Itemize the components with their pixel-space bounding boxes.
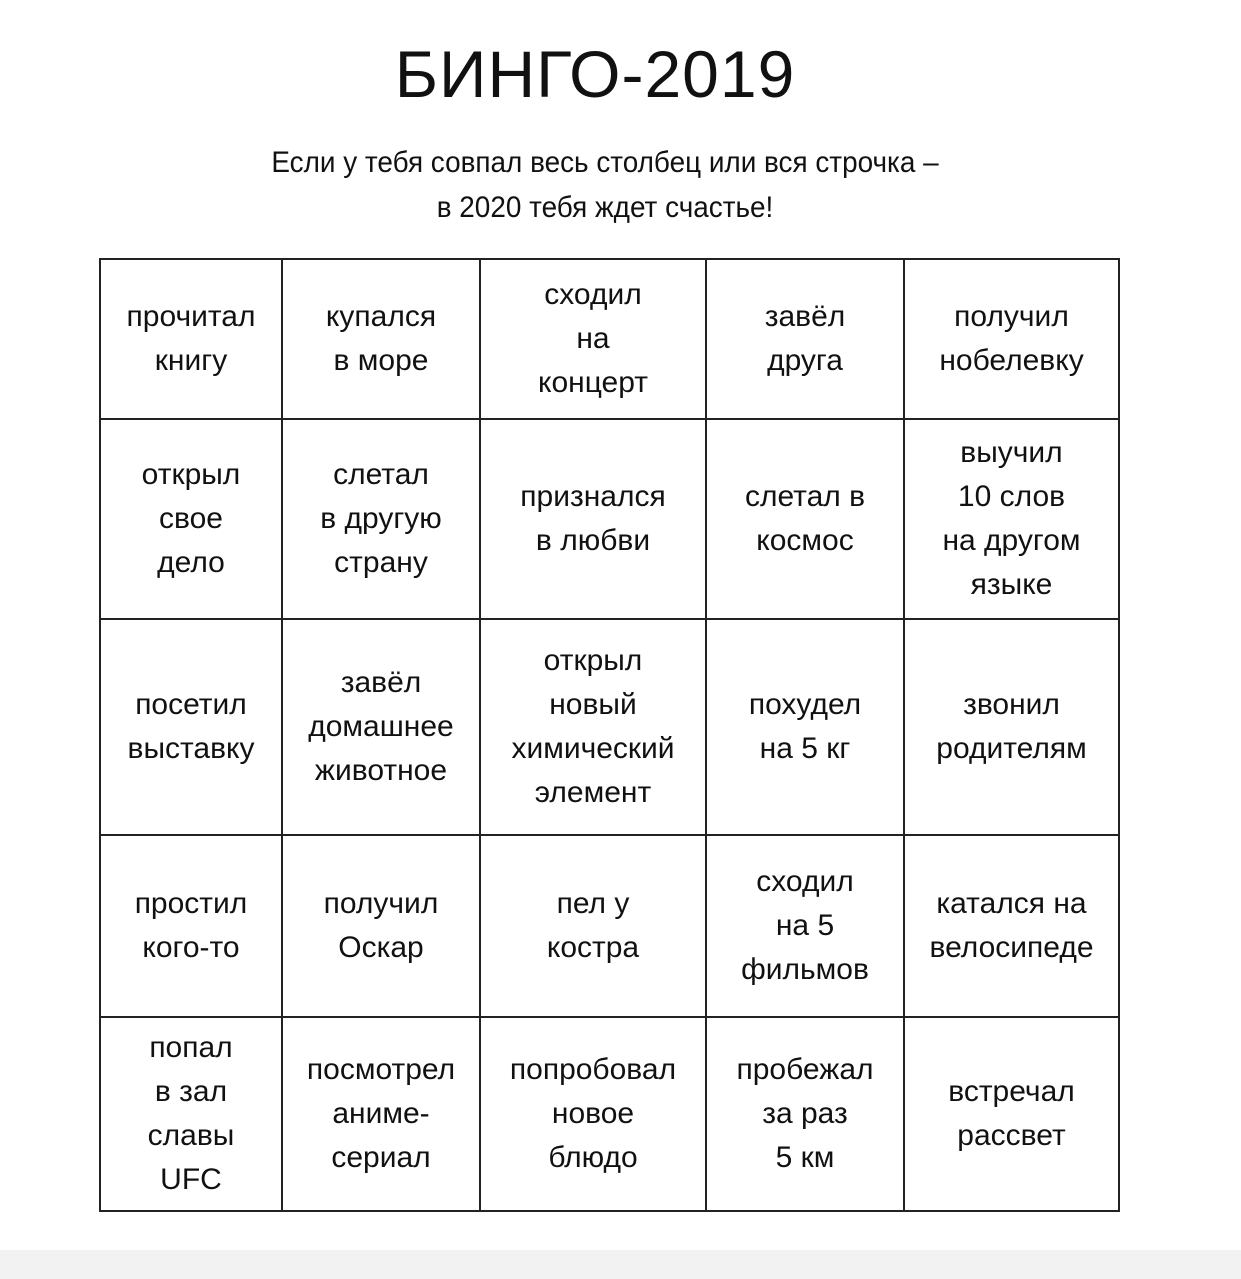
bingo-cell: завёл домашнее животное	[282, 619, 480, 835]
bingo-cell: получил нобелевку	[904, 259, 1119, 419]
bingo-row-3	[100, 619, 1119, 835]
bingo-cell: открыл свое дело	[100, 419, 282, 619]
bingo-cell: завёл друга	[706, 259, 904, 419]
bingo-cell: простил кого-то	[100, 835, 282, 1017]
bingo-cell: пробежал за раз 5 км	[706, 1017, 904, 1211]
bingo-cell: сходил на 5 фильмов	[706, 835, 904, 1017]
bingo-cell: открыл новый химический элемент	[480, 619, 706, 835]
subtitle	[42, 140, 1167, 230]
bingo-row-2	[100, 419, 1119, 619]
bingo-row-5	[100, 1017, 1119, 1211]
page-title: БИНГО-2019	[394, 37, 796, 111]
bingo-cell: встречал рассвет	[904, 1017, 1119, 1211]
bingo-cell: посетил выставку	[100, 619, 282, 835]
bingo-cell: пел у костра	[480, 835, 706, 1017]
bingo-cell: попал в зал славы UFC	[100, 1017, 282, 1211]
bingo-cell: сходил на концерт	[480, 259, 706, 419]
bingo-cell: посмотрел аниме- сериал	[282, 1017, 480, 1211]
bingo-row-1	[100, 259, 1119, 419]
bingo-cell: выучил 10 слов на другом языке	[904, 419, 1119, 619]
bingo-cell: звонил родителям	[904, 619, 1119, 835]
bingo-cell: признался в любви	[480, 419, 706, 619]
subtitle-line-2: в 2020 тебя ждет счастье!	[436, 191, 774, 224]
subtitle-line-1: Если у тебя совпал весь столбец или вся строчка –	[271, 146, 939, 179]
bingo-cell: получил Оскар	[282, 835, 480, 1017]
bingo-cell: купался в море	[282, 259, 480, 419]
bingo-cell: попробовал новое блюдо	[480, 1017, 706, 1211]
bingo-cell: катался на велосипеде	[904, 835, 1119, 1017]
bingo-cell: слетал в другую страну	[282, 419, 480, 619]
footer-strip	[0, 1250, 1241, 1279]
bingo-row-4	[100, 835, 1119, 1017]
bingo-grid	[99, 258, 1120, 1212]
bingo-cell: похудел на 5 кг	[706, 619, 904, 835]
bingo-cell: слетал в космос	[706, 419, 904, 619]
bingo-cell: прочитал книгу	[100, 259, 282, 419]
